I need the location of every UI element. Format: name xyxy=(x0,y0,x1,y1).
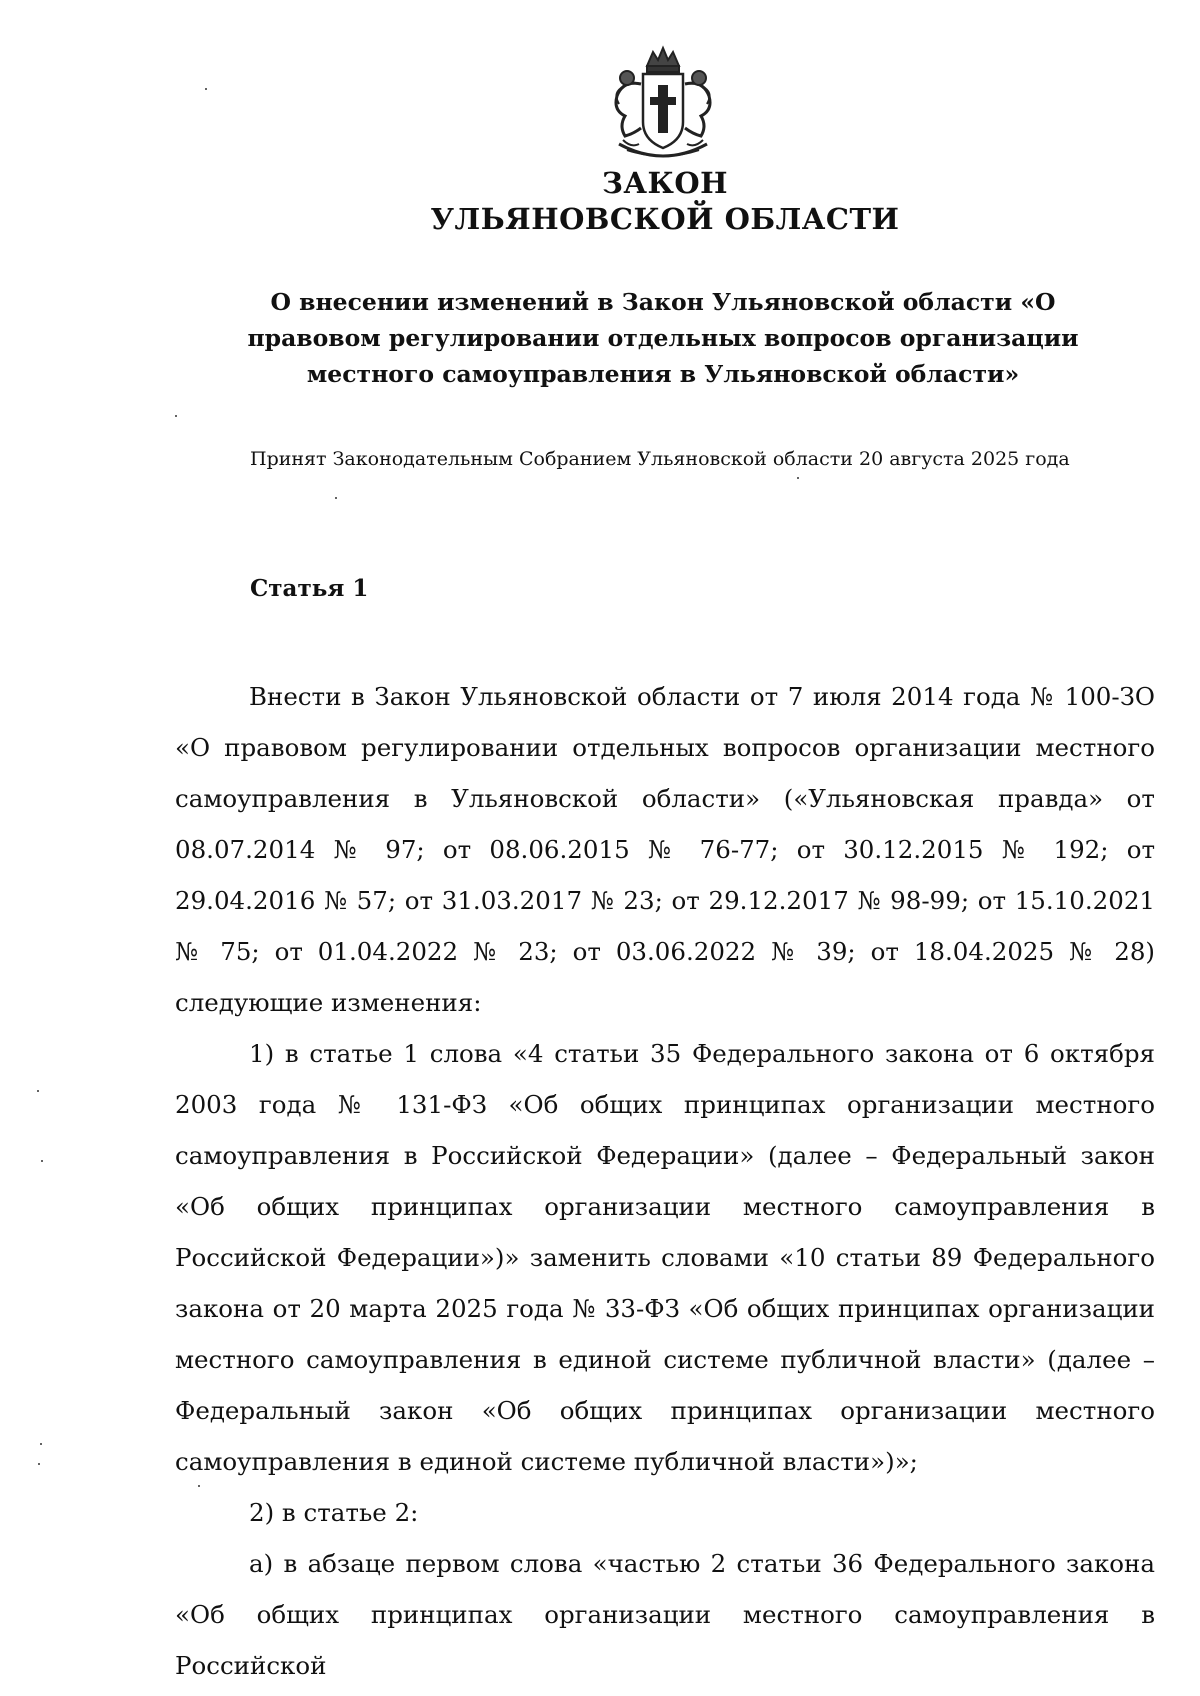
law-region: УЛЬЯНОВСКОЙ ОБЛАСТИ xyxy=(430,202,900,236)
paragraph-item-1: 1) в статье 1 слова «4 статьи 35 Федерального закона от 6 октября 2003 года № 131-ФЗ «Об общих принципах организации местного самоуправления в Российской Федерации» (далее – Федеральный закон «Об общих принципах организации местного самоуправления в Российской Федерации»)» заменить словами «10 статьи 89 Федерального закона от 20 марта 2025 года № 33-ФЗ «Об общих принципах организации местного самоуправления в единой системе публичной власти» (далее – Федеральный закон «Об общих принципах организации местного самоуправления в единой системе публичной власти»)»; xyxy=(175,1039,1155,1476)
adoption-note: Принят Законодательным Собранием Ульяновской области 20 августа 2025 года xyxy=(250,448,1070,470)
paragraph-item-2a: а) в абзаце первом слова «частью 2 статьи 36 Федерального закона «Об общих принципах организации местного самоуправления в Российской xyxy=(175,1549,1155,1680)
coat-of-arms-icon xyxy=(603,44,723,168)
article-heading: Статья 1 xyxy=(250,575,369,602)
scan-speck xyxy=(335,497,337,499)
scan-speck xyxy=(37,1090,39,1092)
scan-speck xyxy=(38,1463,40,1465)
scan-speck xyxy=(797,477,799,479)
law-title: ЗАКОН xyxy=(601,166,729,200)
scan-speck xyxy=(205,88,207,90)
scan-speck xyxy=(40,1443,42,1445)
scan-speck xyxy=(41,1160,43,1162)
scan-speck xyxy=(198,1485,200,1487)
paragraph-intro: Внести в Закон Ульяновской области от 7 июля 2014 года № 100-ЗО «О правовом регулировании отдельных вопросов организации местного самоуправления в Ульяновской области» («Ульяновская правда» от 08.07.2014 № 97; от 08.06.2015 № 76-77; от 30.12.2015 № 192; от 29.04.2016 № 57; от 31.03.2017 № 23; от 29.12.2017 № 98-99; от 15.10.2021 № 75; от 01.04.2022 № 23; от 03.06.2022 № 39; от 18.04.2025 № 28) следующие изменения: xyxy=(175,682,1155,1017)
article-body xyxy=(175,671,1155,1691)
law-subject: О внесении изменений в Закон Ульяновской области «О правовом регулировании отдельных вопросов организации местного самоуправления в Ульяновской области» xyxy=(247,288,1079,388)
scan-speck xyxy=(175,415,177,417)
paragraph-item-2: 2) в статье 2: xyxy=(249,1498,419,1527)
